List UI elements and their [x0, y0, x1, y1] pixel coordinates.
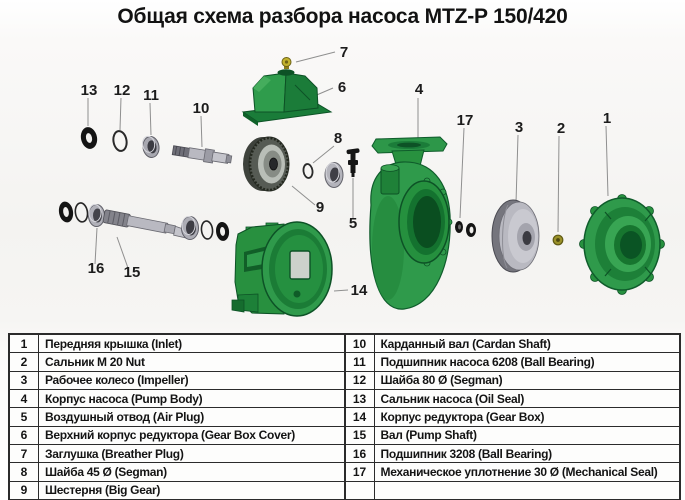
callout-8: 8	[333, 130, 343, 147]
gear-box-cover-6	[243, 69, 331, 126]
page-title: Общая схема разбора насоса MTZ-P 150/420	[117, 5, 568, 28]
callout-15: 15	[123, 264, 141, 281]
part-number: 13	[346, 390, 375, 407]
part-name: Передняя крышка (Inlet)	[45, 336, 182, 351]
table-row	[346, 482, 680, 499]
table-row	[346, 390, 680, 408]
mechanical-seal-17	[455, 221, 476, 237]
table-row	[10, 390, 344, 408]
part-name: Корпус насоса (Pump Body)	[45, 391, 203, 406]
breather-plug-7	[282, 58, 291, 70]
seal-ring-right	[215, 221, 230, 241]
part-name: Заглушка (Breather Plug)	[45, 446, 184, 461]
part-number: 8	[10, 463, 39, 480]
table-row	[10, 463, 344, 481]
part-number: 3	[10, 372, 39, 389]
part-name: Верхний корпус редуктора (Gear Box Cover)	[45, 428, 295, 443]
part-number: 11	[346, 353, 375, 370]
cardan-shaft-10	[172, 144, 232, 166]
part-number: 7	[10, 445, 39, 462]
callout-17: 17	[456, 112, 474, 129]
part-number: 12	[346, 372, 375, 389]
callout-7: 7	[339, 44, 349, 61]
parts-table	[8, 333, 681, 500]
snap-ring-8	[303, 163, 314, 178]
table-row	[10, 372, 344, 390]
washer-12	[112, 130, 128, 152]
part-name: Шестерня (Big Gear)	[45, 483, 161, 498]
big-gear-9	[243, 137, 289, 191]
callout-11: 11	[143, 87, 159, 104]
callout-12: 12	[113, 82, 131, 99]
table-row	[10, 482, 344, 499]
table-row	[346, 372, 680, 390]
bearing-right	[182, 217, 199, 240]
callout-4: 4	[414, 81, 424, 98]
pump-shaft-15	[103, 210, 194, 240]
part-name: Вал (Pump Shaft)	[380, 428, 477, 443]
front-cover-1	[580, 195, 665, 295]
part-number: 9	[10, 482, 39, 499]
part-name: Сальник M 20 Nut	[45, 354, 145, 369]
table-row	[346, 445, 680, 463]
callout-14: 14	[350, 282, 368, 299]
table-row	[10, 445, 344, 463]
callout-1: 1	[602, 110, 612, 127]
part-name: Подшипник 3208 (Ball Bearing)	[380, 446, 552, 461]
part-number: 15	[346, 427, 375, 444]
part-name: Корпус редуктора (Gear Box)	[380, 409, 545, 424]
table-row	[346, 408, 680, 426]
part-name: Воздушный отвод (Air Plug)	[45, 409, 204, 424]
part-number: 16	[346, 445, 375, 462]
part-name: Механическое уплотнение 30 Ø (Mechanical Seal)	[380, 464, 658, 479]
washer-right	[201, 220, 214, 239]
bearing-small	[325, 163, 343, 188]
parts-table-right	[346, 335, 680, 499]
bearing-11	[142, 135, 161, 159]
part-name: Шайба 45 Ø (Segman)	[45, 464, 167, 479]
table-row	[10, 353, 344, 371]
washer-left	[74, 202, 89, 222]
table-row	[10, 427, 344, 445]
callout-6: 6	[337, 79, 347, 96]
callout-5: 5	[348, 215, 358, 232]
table-row	[346, 353, 680, 371]
callout-3: 3	[514, 119, 524, 136]
callout-13: 13	[80, 82, 98, 99]
part-number: 2	[10, 353, 39, 370]
table-row	[10, 335, 344, 353]
table-row	[346, 463, 680, 481]
bearing-16	[89, 205, 105, 227]
part-number: 17	[346, 463, 375, 480]
table-row	[346, 335, 680, 353]
table-row	[10, 408, 344, 426]
seal-ring-left	[57, 200, 74, 223]
callout-2: 2	[556, 120, 566, 137]
impeller-3	[492, 200, 539, 272]
part-number: 6	[10, 427, 39, 444]
nut-2	[553, 235, 563, 245]
parts-table-left	[10, 335, 346, 499]
part-number: 5	[10, 408, 39, 425]
table-row	[346, 427, 680, 445]
part-name: Шайба 80 Ø (Segman)	[380, 373, 503, 388]
exploded-diagram	[0, 32, 685, 332]
part-number: 14	[346, 408, 375, 425]
air-plug-5	[346, 148, 359, 177]
part-number: 10	[346, 335, 375, 352]
part-name: Подшипник насоса 6208 (Ball Bearing)	[380, 354, 595, 369]
callout-10: 10	[192, 100, 210, 117]
part-number: 4	[10, 390, 39, 407]
callout-9: 9	[315, 199, 325, 216]
part-number: 1	[10, 335, 39, 352]
part-name: Сальник насоса (Oil Seal)	[380, 391, 525, 406]
part-name: Рабочее колесо (Impeller)	[45, 373, 189, 388]
part-number	[346, 482, 375, 499]
oil-seal-13	[79, 126, 99, 151]
callout-16: 16	[87, 260, 105, 277]
part-name: Карданный вал (Cardan Shaft)	[380, 336, 551, 351]
pump-body-4	[370, 137, 452, 309]
gear-box-14	[232, 222, 332, 316]
